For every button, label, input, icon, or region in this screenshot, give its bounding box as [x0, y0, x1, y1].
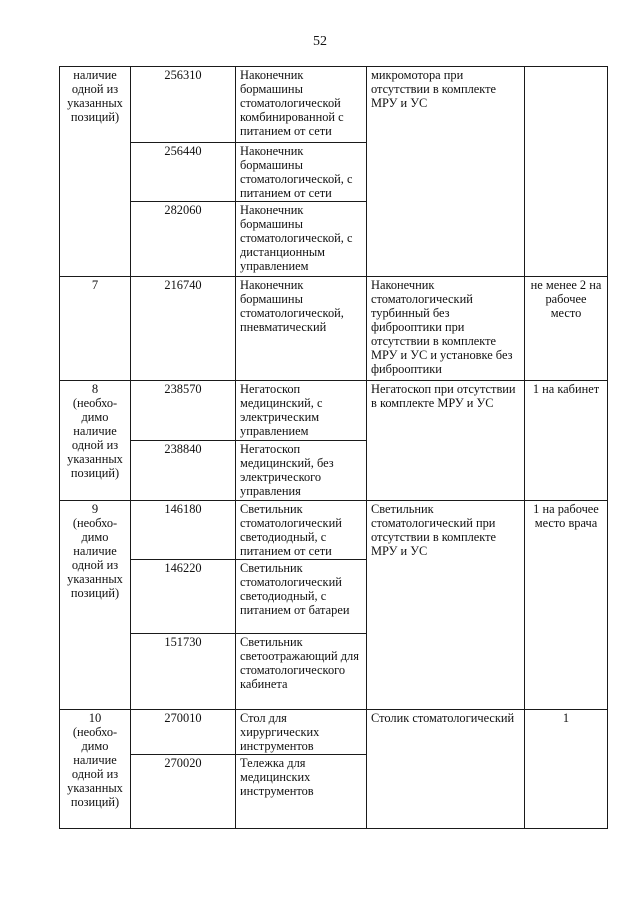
description-cell: Наконечник стоматологический турбинный без фиброоптики при отсутствии в комплекте МРУ и УС и установке без фиброоптики — [367, 277, 525, 381]
name-cell: Тележка для медицинских инструментов — [236, 755, 367, 829]
code-cell: 151730 — [131, 634, 236, 710]
code-cell: 270010 — [131, 710, 236, 755]
code-cell: 256440 — [131, 143, 236, 202]
name-cell: Наконечник бормашины стоматологической, с дистанционным управлением — [236, 202, 367, 277]
group-cell: 9 (необхо- димо наличие одной из указанных позиций) — [60, 501, 131, 710]
name-cell: Негатоскоп медицинский, без электрического управления — [236, 441, 367, 501]
group-cell: наличие одной из указанных позиций) — [60, 67, 131, 277]
name-cell: Светильник стоматологический светодиодный, с питанием от батареи — [236, 560, 367, 634]
table-row — [60, 501, 608, 560]
page-number: 52 — [313, 34, 327, 49]
description-cell: микромотора при отсутствии в комплекте МРУ и УС — [367, 67, 525, 277]
quantity-cell: не менее 2 на рабочее место — [525, 277, 608, 381]
name-cell: Наконечник бормашины стоматологической, пневматический — [236, 277, 367, 381]
name-cell: Наконечник бормашины стоматологической комбинированной с питанием от сети — [236, 67, 367, 143]
quantity-cell: 1 на рабочее место врача — [525, 501, 608, 710]
equipment-table — [59, 66, 608, 829]
group-cell: 7 — [60, 277, 131, 381]
description-cell: Светильник стоматологический при отсутствии в комплекте МРУ и УС — [367, 501, 525, 710]
code-cell: 270020 — [131, 755, 236, 829]
code-cell: 238570 — [131, 381, 236, 441]
quantity-cell: 1 — [525, 710, 608, 829]
description-cell: Столик стоматологический — [367, 710, 525, 829]
name-cell: Светильник светоотражающий для стоматологического кабинета — [236, 634, 367, 710]
name-cell: Наконечник бормашины стоматологической, с питанием от сети — [236, 143, 367, 202]
name-cell: Негатоскоп медицинский, с электрическим управлением — [236, 381, 367, 441]
table-row — [60, 381, 608, 441]
quantity-cell: 1 на кабинет — [525, 381, 608, 501]
table-row — [60, 67, 608, 143]
table-row — [60, 277, 608, 381]
table-row — [60, 710, 608, 755]
group-cell: 10 (необхо- димо наличие одной из указанных позиций) — [60, 710, 131, 829]
group-cell: 8 (необхо- димо наличие одной из указанных позиций) — [60, 381, 131, 501]
code-cell: 238840 — [131, 441, 236, 501]
name-cell: Светильник стоматологический светодиодный, с питанием от сети — [236, 501, 367, 560]
code-cell: 146180 — [131, 501, 236, 560]
name-cell: Стол для хирургических инструментов — [236, 710, 367, 755]
code-cell: 282060 — [131, 202, 236, 277]
quantity-cell — [525, 67, 608, 277]
description-cell: Негатоскоп при отсутствии в комплекте МРУ и УС — [367, 381, 525, 501]
code-cell: 146220 — [131, 560, 236, 634]
code-cell: 256310 — [131, 67, 236, 143]
code-cell: 216740 — [131, 277, 236, 381]
